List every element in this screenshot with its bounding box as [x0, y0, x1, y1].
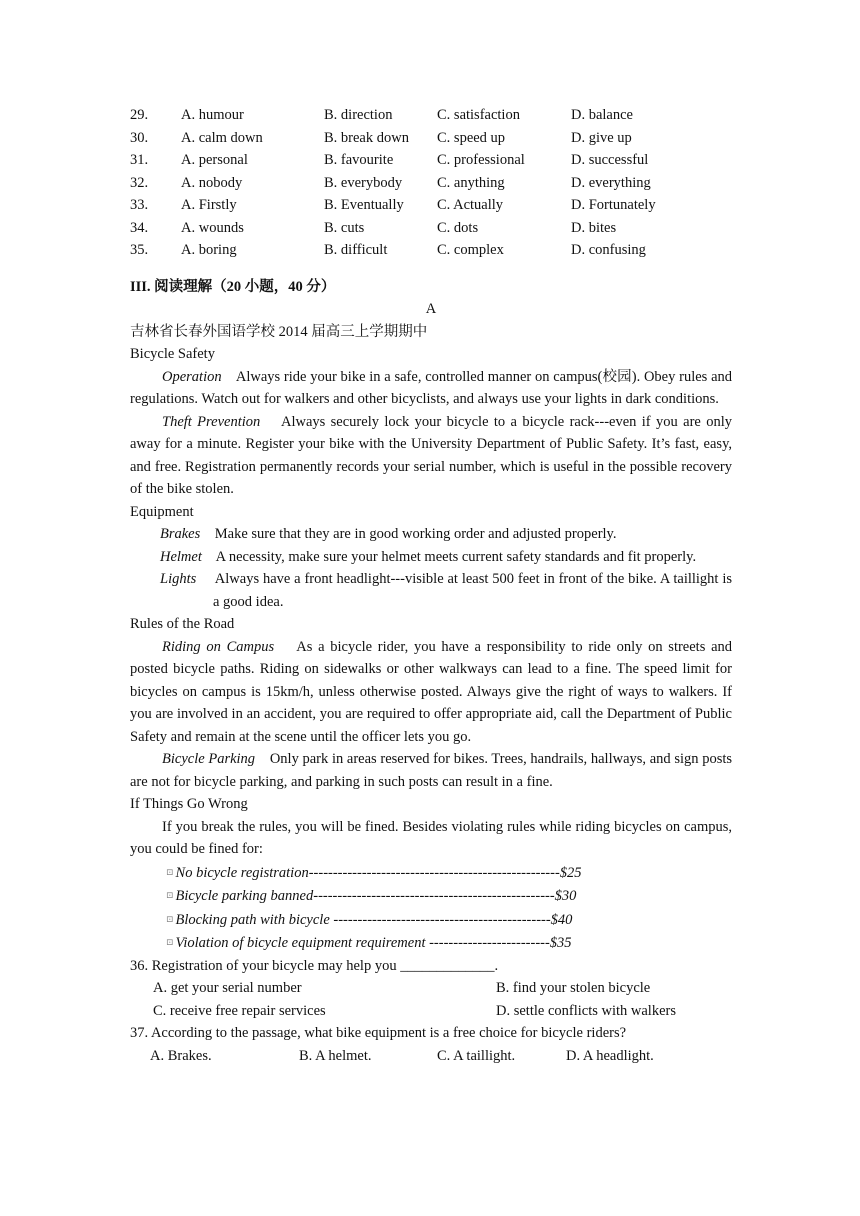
- parking-label: Bicycle Parking: [162, 751, 256, 767]
- parking-text: Only park in areas reserved for bikes. Trees, handrails, hallways, and sign posts are not for bicycle parking, and parking in such posts can result in a fine.: [130, 751, 733, 790]
- option-b: B. everybody: [324, 174, 403, 191]
- vocab-row: [130, 194, 732, 217]
- vocab-row: [130, 217, 732, 240]
- passage-letter: A: [425, 301, 437, 317]
- question-36-options: [130, 1000, 732, 1023]
- fine-item: [130, 884, 732, 908]
- option-d: D. Fortunately: [571, 197, 656, 213]
- option-d: D. successful: [571, 152, 649, 168]
- option-b: B. Eventually: [324, 197, 404, 213]
- option-d: D. give up: [571, 129, 632, 146]
- option-b: B. break down: [324, 129, 409, 146]
- option-a: A. calm down: [181, 129, 263, 146]
- option-d: D. settle conflicts with walkers: [496, 1002, 676, 1019]
- equipment-item: [130, 523, 732, 546]
- equipment-item: [130, 568, 732, 613]
- equipment-text: A necessity, make sure your helmet meets current safety standards and fit properly.: [215, 548, 697, 565]
- option-c: C. anything: [437, 174, 505, 191]
- option-c: C. professional: [437, 152, 525, 168]
- question-number: 34.: [130, 219, 149, 236]
- option-d: D. A headlight.: [566, 1047, 654, 1064]
- operation-paragraph: [130, 366, 732, 411]
- vocab-row: [130, 127, 732, 150]
- equipment-heading: Equipment: [130, 503, 194, 520]
- option-c: C. complex: [437, 242, 504, 258]
- fine-text: Violation of bicycle equipment requirement -------------------------$35: [175, 935, 572, 951]
- question-37-options: [130, 1045, 732, 1068]
- question-number: 32.: [130, 174, 149, 191]
- option-a: A. get your serial number: [153, 980, 302, 996]
- fine-text: No bicycle registration----------------------------------------------------$25: [175, 864, 582, 881]
- option-c: C. satisfaction: [437, 107, 520, 123]
- bullet-icon: ⊡: [166, 913, 174, 924]
- option-a: A. nobody: [181, 174, 243, 191]
- fine-item: [130, 861, 732, 885]
- option-b: B. difficult: [324, 242, 388, 258]
- source-line: 吉林省长春外国语学校 2014 届高三上学期期中: [130, 323, 428, 340]
- option-d: D. confusing: [571, 242, 646, 258]
- option-a: A. wounds: [181, 219, 244, 236]
- riding-text: As a bicycle rider, you have a responsibility to ride only on streets and posted bicycle paths. Riding on sidewalks or other walkways can lead to a fine. The speed limit for bicycles on campus is 15km/h, unless otherwise posted. Always give the right of ways to walkers. If you are involved in an accident, you are required to offer appropriate aid, call the Department of Public Safety and remain at the scene until the officer lets you go.: [130, 638, 732, 745]
- vocab-row: [130, 104, 732, 127]
- wrong-heading: If Things Go Wrong: [130, 796, 248, 812]
- option-b: B. find your stolen bicycle: [496, 980, 651, 996]
- bullet-icon: ⊡: [166, 890, 174, 900]
- bullet-icon: ⊡: [166, 937, 174, 947]
- fine-text: Blocking path with bicycle ---------------------------------------------$40: [175, 911, 573, 928]
- fine-item: [130, 931, 732, 955]
- vocab-options: [130, 104, 732, 262]
- option-c: C. Actually: [437, 197, 504, 213]
- equipment-label: Brakes: [160, 526, 201, 542]
- option-b: B. A helmet.: [299, 1047, 372, 1064]
- theft-paragraph: [130, 411, 732, 501]
- theft-text: Always securely lock your bicycle to a bicycle rack---even if you are only away for a minute. Register your bike with the University Department of Public Safety. It’s fast, easy, and free. Registration permanently records your serial number, which is useful in the possible recovery of the bike stolen.: [130, 413, 732, 497]
- equipment-item: [130, 546, 732, 569]
- option-a: A. humour: [181, 107, 244, 123]
- question-number: 29.: [130, 107, 149, 123]
- riding-paragraph: [130, 636, 732, 749]
- passage-title: Bicycle Safety: [130, 346, 215, 362]
- fine-item: [130, 908, 732, 932]
- option-c: C. A taillight.: [437, 1047, 516, 1064]
- option-c: C. speed up: [437, 129, 506, 146]
- riding-label: Riding on Campus: [162, 638, 275, 655]
- question-36-options: [130, 977, 732, 1000]
- option-c: C. dots: [437, 219, 479, 236]
- question-number: 31.: [130, 152, 149, 168]
- theft-label: Theft Prevention: [162, 413, 261, 430]
- option-c: C. receive free repair services: [153, 1002, 326, 1019]
- option-d: D. everything: [571, 174, 651, 191]
- bullet-icon: ⊡: [166, 866, 174, 877]
- fine-text: Bicycle parking banned--------------------------------------------------$30: [175, 888, 577, 904]
- question-number: 35.: [130, 242, 149, 258]
- question-36-stem: 36. Registration of your bicycle may help you _____________.: [130, 957, 499, 974]
- option-b: B. direction: [324, 107, 393, 123]
- rules-heading: Rules of the Road: [130, 616, 235, 632]
- question-number: 30.: [130, 129, 149, 146]
- operation-label: Operation: [162, 368, 222, 385]
- operation-text: Always ride your bike in a safe, controlled manner on campus(校园). Obey rules and regulations. Watch out for walkers and other bicyclists, and always use your lights in dark conditions.: [130, 368, 733, 407]
- option-b: B. favourite: [324, 152, 394, 168]
- option-a: A. boring: [181, 242, 237, 258]
- option-a: A. Firstly: [181, 197, 237, 213]
- question-number: 33.: [130, 197, 149, 213]
- parking-paragraph: [130, 748, 732, 793]
- equipment-text: Always have a front headlight---visible at least 500 feet in front of the bike. A taillight is a good idea.: [213, 571, 732, 610]
- option-a: A. Brakes.: [150, 1047, 212, 1064]
- vocab-row: [130, 172, 732, 195]
- section-title: III. 阅读理解（20 小题，40 分）: [130, 278, 336, 295]
- exam-page: [130, 104, 732, 1067]
- option-b: B. cuts: [324, 219, 365, 236]
- wrong-paragraph: If you break the rules, you will be fined. Besides violating rules while riding bicycles on campus, you could be fined for:: [130, 818, 732, 857]
- equipment-text: Make sure that they are in good working order and adjusted properly.: [214, 526, 617, 542]
- option-d: D. balance: [571, 107, 633, 123]
- equipment-label: Helmet: [160, 548, 202, 565]
- option-d: D. bites: [571, 219, 617, 236]
- vocab-row: [130, 149, 732, 172]
- equipment-label: Lights: [160, 571, 197, 587]
- option-a: A. personal: [181, 152, 248, 168]
- vocab-row: [130, 239, 732, 262]
- question-37-stem: 37. According to the passage, what bike equipment is a free choice for bicycle riders?: [130, 1025, 627, 1041]
